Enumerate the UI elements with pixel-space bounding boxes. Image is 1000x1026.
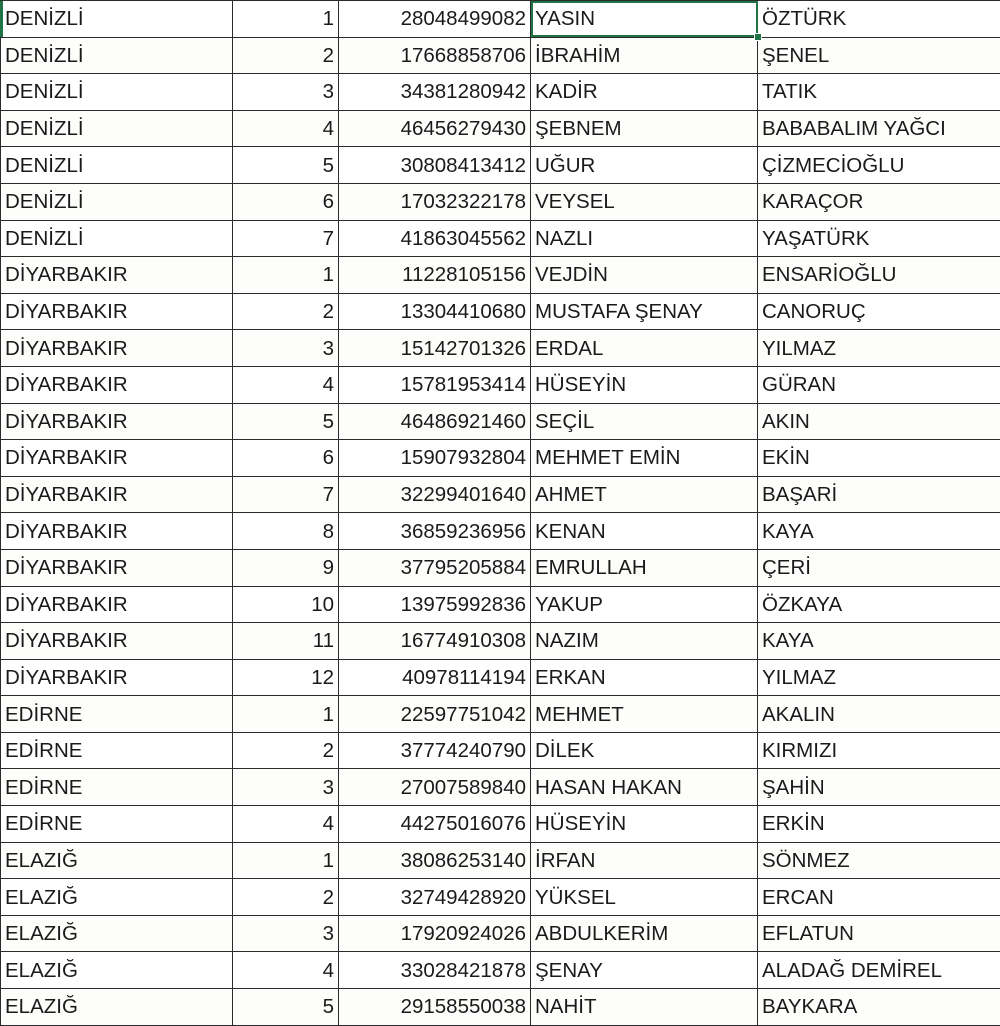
cell-province[interactable]: DİYARBAKIR: [1, 513, 233, 550]
cell-province[interactable]: DİYARBAKIR: [1, 257, 233, 294]
cell-last[interactable]: GÜRAN: [758, 366, 1000, 403]
cell-id[interactable]: 33028421878: [339, 952, 531, 989]
cell-last[interactable]: ÖZTÜRK: [758, 1, 1000, 38]
cell-id[interactable]: 17920924026: [339, 915, 531, 952]
cell-last[interactable]: KARAÇOR: [758, 183, 1000, 220]
cell-province[interactable]: EDİRNE: [1, 769, 233, 806]
table-row[interactable]: [1, 440, 1000, 477]
grid-body: [1, 1, 1000, 1026]
cell-province[interactable]: DİYARBAKIR: [1, 330, 233, 367]
cell-last[interactable]: ENSARİOĞLU: [758, 257, 1000, 294]
cell-last[interactable]: EFLATUN: [758, 915, 1000, 952]
cell-first[interactable]: SEÇİL: [531, 403, 758, 440]
cell-last[interactable]: BABABALIM YAĞCI: [758, 110, 1000, 147]
cell-first[interactable]: NAZIM: [531, 623, 758, 660]
cell-id[interactable]: 38086253140: [339, 842, 531, 879]
cell-last[interactable]: YILMAZ: [758, 659, 1000, 696]
cell-last[interactable]: AKIN: [758, 403, 1000, 440]
cell-id[interactable]: 37795205884: [339, 549, 531, 586]
cell-last[interactable]: ŞENEL: [758, 37, 1000, 74]
cell-province[interactable]: ELAZIĞ: [1, 915, 233, 952]
cell-last[interactable]: ÖZKAYA: [758, 586, 1000, 623]
cell-first[interactable]: KADİR: [531, 74, 758, 111]
cell-province[interactable]: DENİZLİ: [1, 1, 233, 38]
cell-order[interactable]: 3: [233, 769, 339, 806]
cell-province[interactable]: DENİZLİ: [1, 37, 233, 74]
cell-order[interactable]: 2: [233, 732, 339, 769]
cell-province[interactable]: ELAZIĞ: [1, 989, 233, 1026]
cell-id[interactable]: 30808413412: [339, 147, 531, 184]
cell-order[interactable]: 2: [233, 293, 339, 330]
cell-first[interactable]: HÜSEYİN: [531, 806, 758, 843]
table-row[interactable]: [1, 513, 1000, 550]
cell-id[interactable]: 34381280942: [339, 74, 531, 111]
cell-id[interactable]: 46456279430: [339, 110, 531, 147]
cell-province[interactable]: DİYARBAKIR: [1, 476, 233, 513]
cell-province[interactable]: EDİRNE: [1, 806, 233, 843]
cell-last[interactable]: ERKİN: [758, 806, 1000, 843]
cell-order[interactable]: 3: [233, 915, 339, 952]
cell-first[interactable]: YASIN: [531, 1, 758, 38]
cell-last[interactable]: ŞAHİN: [758, 769, 1000, 806]
table-row[interactable]: [1, 403, 1000, 440]
cell-order[interactable]: 5: [233, 403, 339, 440]
table-row[interactable]: [1, 732, 1000, 769]
cell-order[interactable]: 12: [233, 659, 339, 696]
table-row[interactable]: [1, 183, 1000, 220]
cell-province[interactable]: DENİZLİ: [1, 110, 233, 147]
table-row[interactable]: [1, 623, 1000, 660]
cell-first[interactable]: KENAN: [531, 513, 758, 550]
cell-id[interactable]: 36859236956: [339, 513, 531, 550]
cell-province[interactable]: ELAZIĞ: [1, 952, 233, 989]
cell-order[interactable]: 9: [233, 549, 339, 586]
cell-order[interactable]: 6: [233, 183, 339, 220]
cell-last[interactable]: TATIK: [758, 74, 1000, 111]
cell-id[interactable]: 37774240790: [339, 732, 531, 769]
cell-id[interactable]: 17032322178: [339, 183, 531, 220]
cell-last[interactable]: YILMAZ: [758, 330, 1000, 367]
cell-first[interactable]: UĞUR: [531, 147, 758, 184]
cell-province[interactable]: DİYARBAKIR: [1, 586, 233, 623]
cell-province[interactable]: DİYARBAKIR: [1, 293, 233, 330]
cell-first[interactable]: MEHMET: [531, 696, 758, 733]
cell-id[interactable]: 46486921460: [339, 403, 531, 440]
table-row[interactable]: [1, 1, 1000, 38]
cell-id[interactable]: 11228105156: [339, 257, 531, 294]
table-row[interactable]: [1, 989, 1000, 1026]
cell-last[interactable]: ERCAN: [758, 879, 1000, 916]
cell-id[interactable]: 13304410680: [339, 293, 531, 330]
cell-id[interactable]: 16774910308: [339, 623, 531, 660]
table-row[interactable]: [1, 147, 1000, 184]
cell-id[interactable]: 28048499082: [339, 1, 531, 38]
cell-order[interactable]: 1: [233, 696, 339, 733]
table-row[interactable]: [1, 293, 1000, 330]
cell-first[interactable]: EMRULLAH: [531, 549, 758, 586]
cell-province[interactable]: DİYARBAKIR: [1, 549, 233, 586]
cell-last[interactable]: SÖNMEZ: [758, 842, 1000, 879]
cell-order[interactable]: 2: [233, 879, 339, 916]
cell-id[interactable]: 15907932804: [339, 440, 531, 477]
cell-first[interactable]: NAZLI: [531, 220, 758, 257]
table-row[interactable]: [1, 366, 1000, 403]
cell-order[interactable]: 10: [233, 586, 339, 623]
cell-order[interactable]: 5: [233, 147, 339, 184]
cell-first[interactable]: ERKAN: [531, 659, 758, 696]
table-row[interactable]: [1, 915, 1000, 952]
cell-first[interactable]: DİLEK: [531, 732, 758, 769]
table-row[interactable]: [1, 37, 1000, 74]
cell-order[interactable]: 5: [233, 989, 339, 1026]
cell-order[interactable]: 4: [233, 952, 339, 989]
cell-order[interactable]: 1: [233, 257, 339, 294]
cell-first[interactable]: İBRAHİM: [531, 37, 758, 74]
cell-first[interactable]: NAHİT: [531, 989, 758, 1026]
cell-order[interactable]: 1: [233, 842, 339, 879]
cell-province[interactable]: EDİRNE: [1, 696, 233, 733]
cell-province[interactable]: ELAZIĞ: [1, 842, 233, 879]
cell-id[interactable]: 15142701326: [339, 330, 531, 367]
cell-province[interactable]: DİYARBAKIR: [1, 623, 233, 660]
cell-order[interactable]: 4: [233, 110, 339, 147]
table-row[interactable]: [1, 257, 1000, 294]
fill-handle[interactable]: [754, 33, 762, 41]
table-row[interactable]: [1, 769, 1000, 806]
cell-province[interactable]: DİYARBAKIR: [1, 659, 233, 696]
cell-last[interactable]: BAYKARA: [758, 989, 1000, 1026]
cell-id[interactable]: 15781953414: [339, 366, 531, 403]
cell-order[interactable]: 1: [233, 1, 339, 38]
cell-order[interactable]: 7: [233, 220, 339, 257]
cell-first[interactable]: İRFAN: [531, 842, 758, 879]
cell-province[interactable]: DENİZLİ: [1, 220, 233, 257]
table-row[interactable]: [1, 330, 1000, 367]
cell-order[interactable]: 3: [233, 74, 339, 111]
table-row[interactable]: [1, 476, 1000, 513]
table-row[interactable]: [1, 220, 1000, 257]
cell-province[interactable]: DENİZLİ: [1, 74, 233, 111]
cell-last[interactable]: BAŞARİ: [758, 476, 1000, 513]
table-row[interactable]: [1, 842, 1000, 879]
cell-last[interactable]: KAYA: [758, 513, 1000, 550]
table-row[interactable]: [1, 586, 1000, 623]
cell-province[interactable]: DİYARBAKIR: [1, 403, 233, 440]
cell-last[interactable]: ALADAĞ DEMİREL: [758, 952, 1000, 989]
cell-first[interactable]: ABDULKERİM: [531, 915, 758, 952]
cell-last[interactable]: CANORUÇ: [758, 293, 1000, 330]
cell-first[interactable]: MUSTAFA ŞENAY: [531, 293, 758, 330]
cell-first[interactable]: HASAN HAKAN: [531, 769, 758, 806]
table-row[interactable]: [1, 74, 1000, 111]
cell-first[interactable]: ŞEBNEM: [531, 110, 758, 147]
cell-province[interactable]: EDİRNE: [1, 732, 233, 769]
cell-first[interactable]: VEYSEL: [531, 183, 758, 220]
selection-row-left-edge: [0, 1, 3, 38]
cell-last[interactable]: YAŞATÜRK: [758, 220, 1000, 257]
cell-province[interactable]: DENİZLİ: [1, 183, 233, 220]
cell-id[interactable]: 13975992836: [339, 586, 531, 623]
cell-id[interactable]: 17668858706: [339, 37, 531, 74]
cell-order[interactable]: 3: [233, 330, 339, 367]
cell-id[interactable]: 22597751042: [339, 696, 531, 733]
table-row[interactable]: [1, 806, 1000, 843]
cell-id[interactable]: 44275016076: [339, 806, 531, 843]
cell-first[interactable]: AHMET: [531, 476, 758, 513]
cell-province[interactable]: DENİZLİ: [1, 147, 233, 184]
cell-province[interactable]: DİYARBAKIR: [1, 366, 233, 403]
cell-first[interactable]: YAKUP: [531, 586, 758, 623]
cell-province[interactable]: DİYARBAKIR: [1, 440, 233, 477]
table-row[interactable]: [1, 659, 1000, 696]
cell-first[interactable]: ERDAL: [531, 330, 758, 367]
cell-first[interactable]: VEJDİN: [531, 257, 758, 294]
cell-order[interactable]: 7: [233, 476, 339, 513]
cell-id[interactable]: 29158550038: [339, 989, 531, 1026]
cell-first[interactable]: HÜSEYİN: [531, 366, 758, 403]
cell-first[interactable]: YÜKSEL: [531, 879, 758, 916]
cell-order[interactable]: 4: [233, 806, 339, 843]
table-row[interactable]: [1, 549, 1000, 586]
cell-province[interactable]: ELAZIĞ: [1, 879, 233, 916]
cell-last[interactable]: KAYA: [758, 623, 1000, 660]
cell-id[interactable]: 32299401640: [339, 476, 531, 513]
cell-order[interactable]: 6: [233, 440, 339, 477]
cell-last[interactable]: AKALIN: [758, 696, 1000, 733]
table-row[interactable]: [1, 952, 1000, 989]
table-row[interactable]: [1, 696, 1000, 733]
cell-order[interactable]: 4: [233, 366, 339, 403]
cell-first[interactable]: MEHMET EMİN: [531, 440, 758, 477]
cell-id[interactable]: 40978114194: [339, 659, 531, 696]
cell-last[interactable]: ÇERİ: [758, 549, 1000, 586]
cell-last[interactable]: ÇİZMECİOĞLU: [758, 147, 1000, 184]
cell-order[interactable]: 2: [233, 37, 339, 74]
cell-id[interactable]: 41863045562: [339, 220, 531, 257]
cell-order[interactable]: 8: [233, 513, 339, 550]
table-row[interactable]: [1, 879, 1000, 916]
table-row[interactable]: [1, 110, 1000, 147]
cell-last[interactable]: EKİN: [758, 440, 1000, 477]
cell-id[interactable]: 32749428920: [339, 879, 531, 916]
cell-last[interactable]: KIRMIZI: [758, 732, 1000, 769]
cell-order[interactable]: 11: [233, 623, 339, 660]
cell-first[interactable]: ŞENAY: [531, 952, 758, 989]
cell-id[interactable]: 27007589840: [339, 769, 531, 806]
